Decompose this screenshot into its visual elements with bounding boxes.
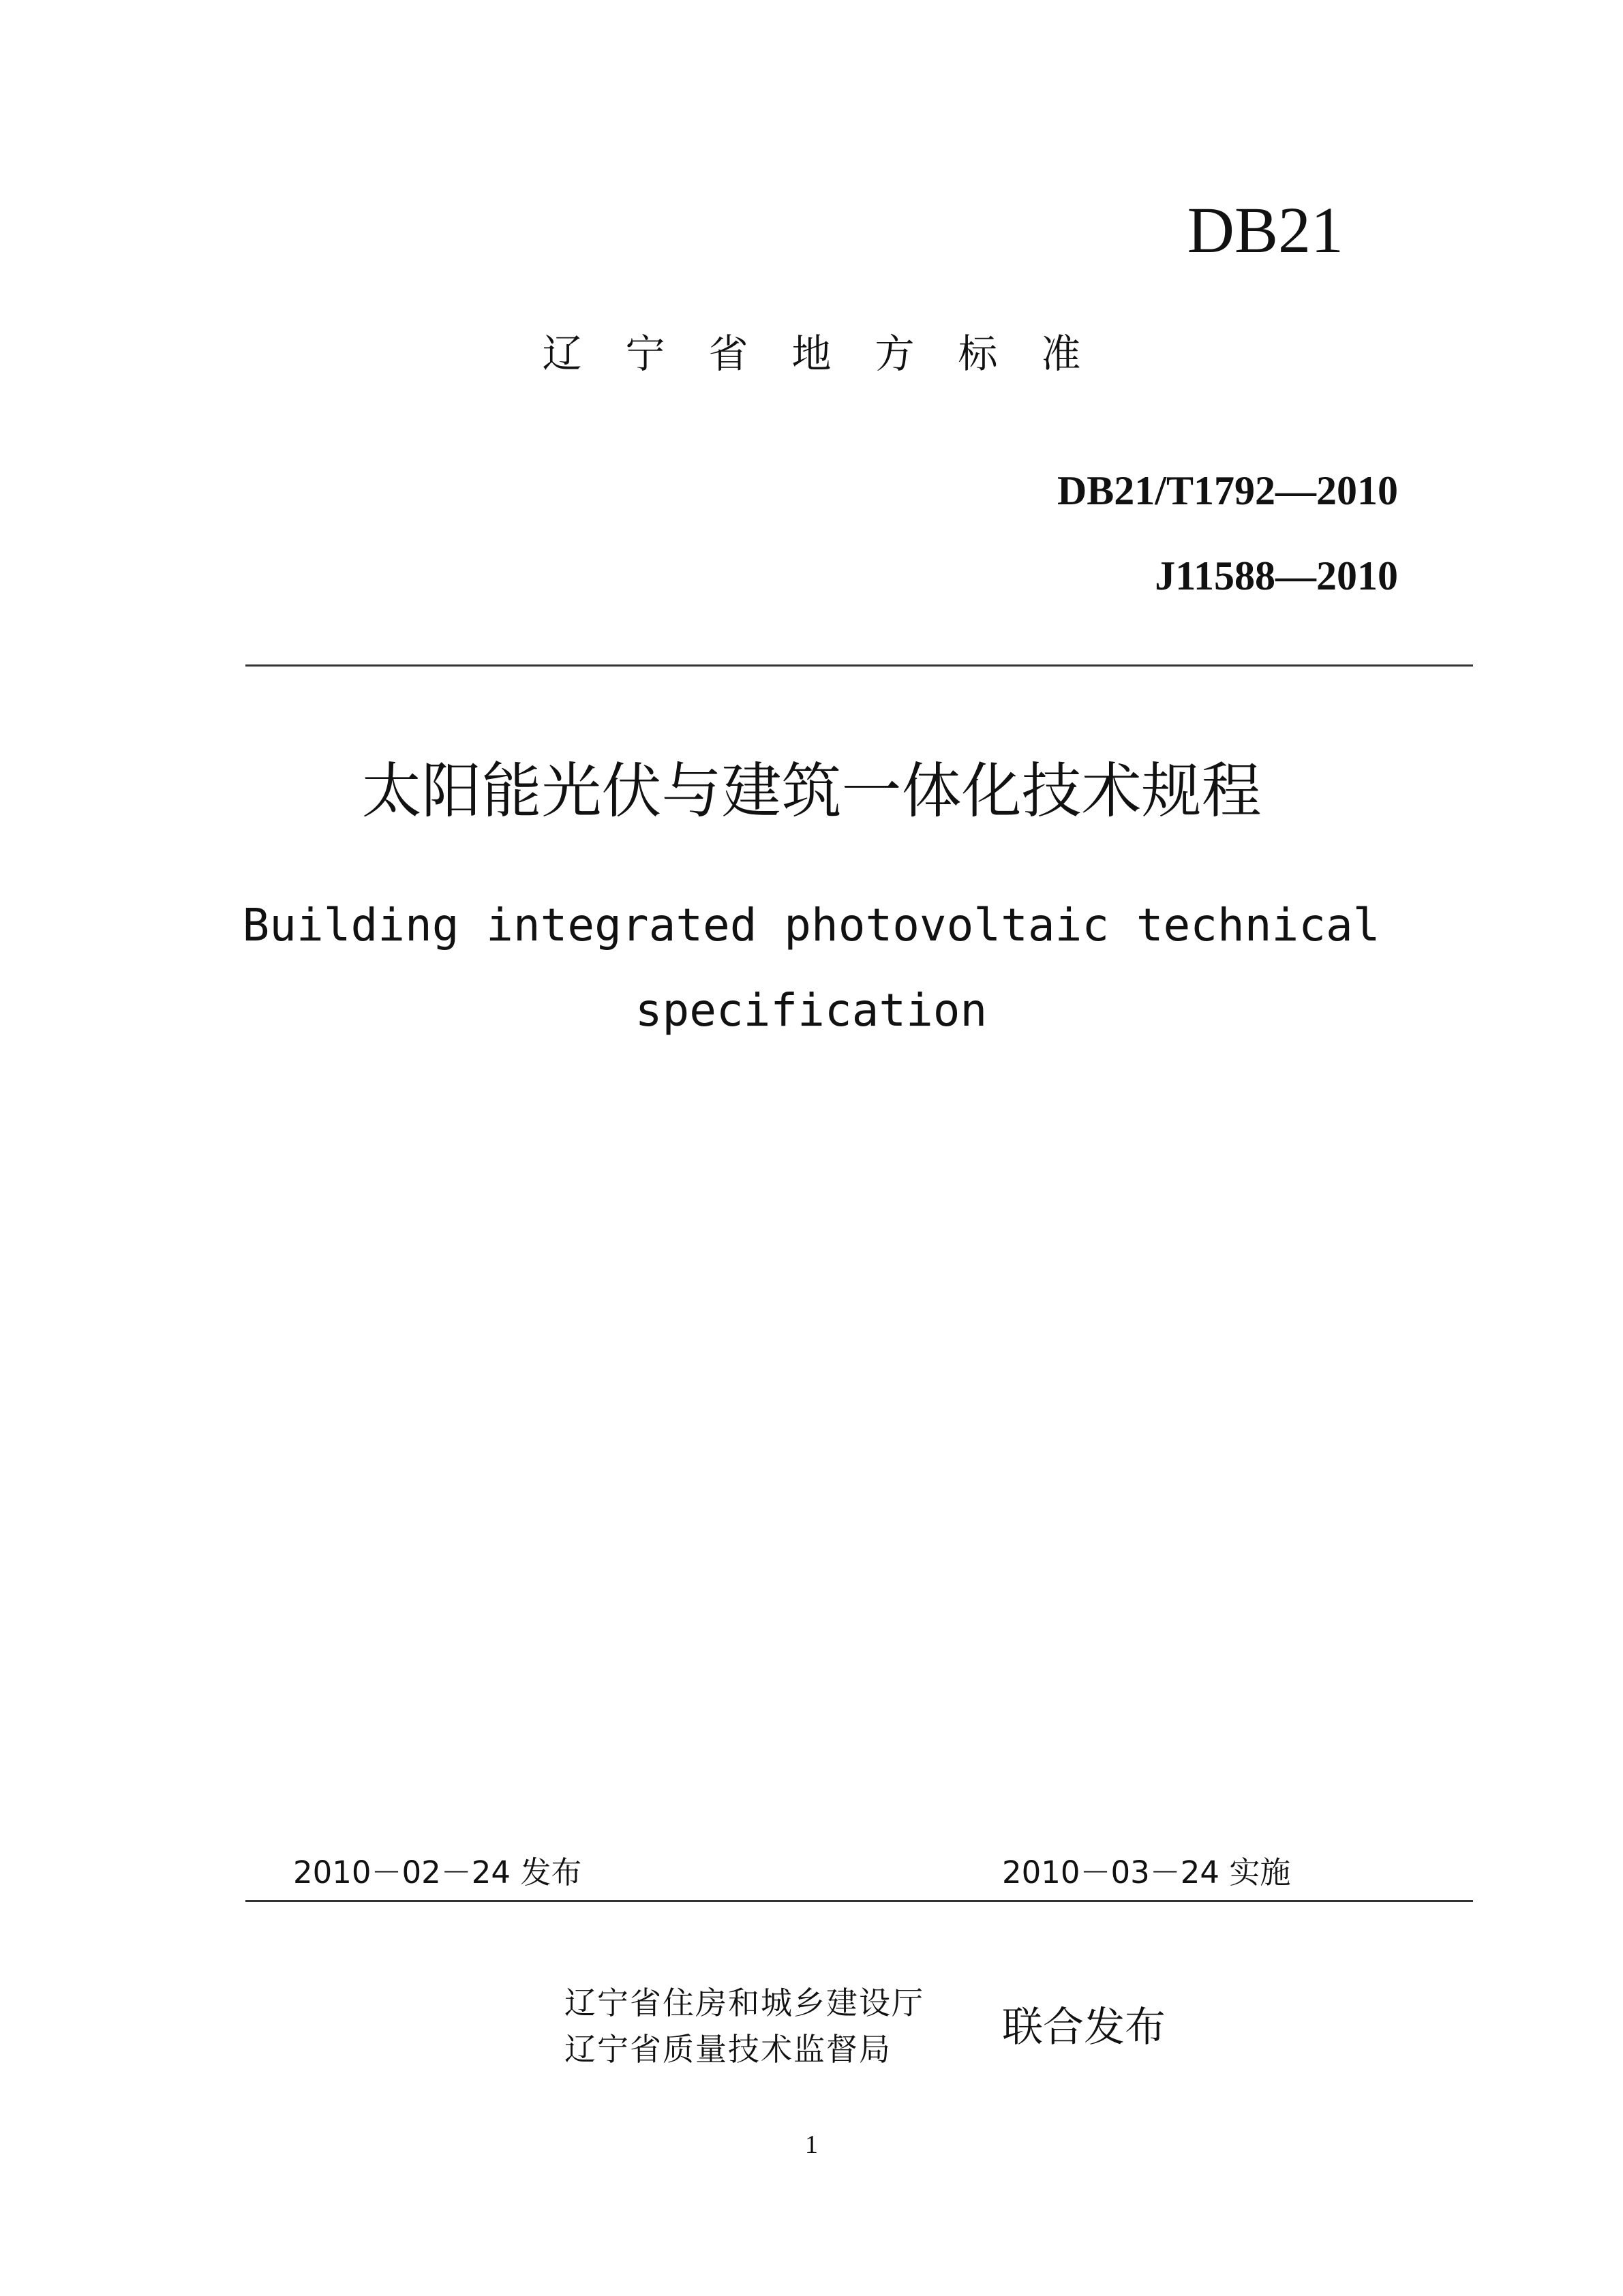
record-number: J11588—2010 (1155, 553, 1398, 598)
document-title-english (204, 883, 1418, 1053)
page-number: 1 (805, 2130, 818, 2159)
english-title-line-2: specification (635, 984, 988, 1037)
top-divider (245, 664, 1473, 667)
issuer-quality-bureau: 辽宁省质量技术监督局 (564, 2031, 892, 2068)
standard-code-header: DB21 (1187, 194, 1344, 266)
bottom-divider (245, 1900, 1473, 1902)
implement-date: 2010－03－24 实施 (1002, 1854, 1291, 1891)
issuer-housing-department: 辽宁省住房和城乡建设厅 (564, 1985, 924, 2021)
publish-date: 2010－02－24 发布 (293, 1854, 582, 1891)
joint-release-label: 联合发布 (1002, 2004, 1166, 2051)
standard-number: DB21/T1792—2010 (1057, 468, 1398, 513)
document-title-chinese: 太阳能光伏与建筑一体化技术规程 (361, 756, 1262, 826)
issuing-organizations (564, 1980, 924, 2072)
english-title-line-1: Building integrated photovoltaic technical (242, 899, 1380, 951)
standard-type-label: 辽宁省地方标准 (542, 331, 1125, 377)
